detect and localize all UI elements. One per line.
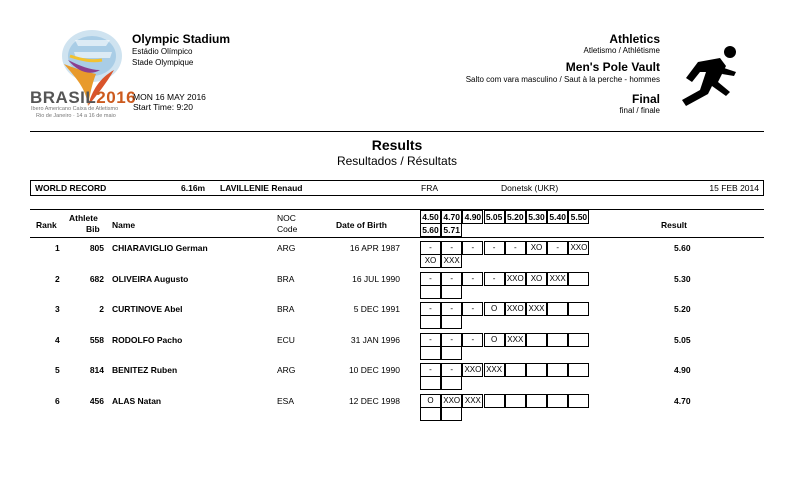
height-header: 4.50 (420, 210, 441, 224)
venue-name-pt: Estádio Olímpico (132, 47, 193, 56)
bib-cell: 814 (89, 365, 104, 375)
bib-cell: 805 (89, 243, 104, 253)
noc-cell: ARG (277, 365, 296, 375)
attempt-cell: - (441, 302, 462, 316)
athlete-name-cell: BENITEZ Ruben (112, 365, 178, 375)
dob-cell: 16 APR 1987 (349, 243, 400, 253)
attempt-cell (441, 285, 462, 299)
attempt-cell (505, 363, 526, 377)
noc-cell: ESA (277, 395, 295, 406)
col-noc-bottom: Code (277, 224, 298, 234)
attempt-cell: - (462, 302, 483, 316)
world-record-athlete: LAVILLENIE Renaud (220, 183, 303, 193)
attempt-cell (420, 407, 441, 421)
attempt-cell (547, 363, 568, 377)
attempt-cell (420, 315, 441, 329)
attempt-cell: XXX (526, 302, 547, 316)
height-header: 5.05 (484, 210, 505, 224)
attempt-cell: - (462, 241, 483, 255)
event-subtitle: Salto com vara masculino / Saut à la perche - hommes (465, 75, 660, 84)
result-cell: 5.20 (674, 304, 691, 314)
start-time: Start Time: 9:20 (133, 102, 193, 112)
height-header: 5.40 (547, 210, 568, 224)
result-cell: 5.30 (674, 273, 691, 284)
attempt-cell (568, 302, 589, 316)
attempt-cell (441, 376, 462, 390)
attempt-cell (420, 376, 441, 390)
rank-cell: 1 (55, 243, 60, 253)
bib-cell: 682 (89, 273, 104, 284)
athletics-runner-icon (676, 42, 746, 112)
noc-cell: BRA (277, 304, 295, 314)
attempt-cell: - (420, 241, 441, 255)
logo-tagline: Ibero Americano Caixa de Atletismo (31, 106, 119, 112)
noc-cell: ECU (277, 334, 295, 345)
attempt-cell: XXX (462, 394, 483, 408)
attempt-cell: - (420, 302, 441, 316)
world-record-noc: FRA (421, 183, 438, 193)
result-cell: 5.05 (674, 334, 691, 345)
result-cell: 4.90 (674, 365, 691, 375)
attempt-cell: XXO (441, 394, 462, 408)
noc-cell: BRA (277, 273, 295, 284)
height-header: 5.30 (526, 210, 547, 224)
attempt-cell (547, 333, 568, 347)
athlete-name-cell: RODOLFO Pacho (112, 334, 183, 345)
results-title: Results (371, 137, 423, 153)
attempt-cell (441, 407, 462, 421)
venue-name-fr: Stade Olympique (132, 58, 194, 67)
event-title: Men's Pole Vault (565, 60, 660, 74)
attempt-cell: - (420, 272, 441, 286)
attempt-cell: - (547, 241, 568, 255)
height-header: 5.71 (441, 223, 462, 237)
attempt-cell: - (441, 241, 462, 255)
attempt-cell: XXX (505, 333, 526, 347)
attempt-cell: - (441, 333, 462, 347)
attempt-cell: O (484, 302, 505, 316)
bib-cell: 2 (99, 304, 104, 314)
dob-cell: 31 JAN 1996 (350, 334, 400, 345)
col-noc-top: NOC (277, 213, 296, 223)
dob-cell: 12 DEC 1998 (348, 395, 400, 406)
attempt-cell (420, 285, 441, 299)
bib-cell: 558 (89, 334, 104, 345)
world-record-date: 15 FEB 2014 (709, 183, 759, 193)
attempt-cell: - (484, 272, 505, 286)
attempt-cell (547, 394, 568, 408)
attempt-cell: - (462, 272, 483, 286)
attempt-cell: - (505, 241, 526, 255)
col-bib-bottom: Bib (86, 224, 100, 234)
logo-location: Rio de Janeiro · 14 a 16 de maio (36, 113, 116, 119)
col-rank: Rank (36, 220, 57, 230)
dob-cell: 16 JUL 1990 (352, 273, 400, 284)
attempt-cell: - (441, 272, 462, 286)
event-date: MON 16 MAY 2016 (133, 92, 206, 102)
result-cell: 5.60 (674, 243, 691, 253)
sport-title: Athletics (609, 32, 660, 46)
attempt-cell (441, 315, 462, 329)
height-header: 5.60 (420, 223, 441, 237)
attempt-cell (568, 394, 589, 408)
height-header: 4.70 (441, 210, 462, 224)
athlete-name-cell: CURTINOVE Abel (112, 304, 183, 314)
attempt-cell: XXX (547, 272, 568, 286)
attempt-cell: XXO (505, 302, 526, 316)
world-record-place: Donetsk (UKR) (501, 183, 559, 193)
col-name: Name (112, 220, 136, 230)
athlete-name-cell: OLIVEIRA Augusto (112, 273, 189, 284)
col-bib-top: Athlete (69, 213, 98, 223)
attempt-cell: XXO (568, 241, 589, 255)
attempt-cell: - (484, 241, 505, 255)
dob-cell: 10 DEC 1990 (348, 365, 400, 375)
attempt-cell (568, 363, 589, 377)
attempt-cell: XXO (505, 272, 526, 286)
col-dob: Date of Birth (336, 220, 387, 230)
attempt-cell: XXO (462, 363, 483, 377)
header-divider (30, 131, 764, 132)
table-top-line (30, 209, 764, 210)
logo-wordmark: BRASIL2016 (30, 88, 137, 107)
phase-title: Final (631, 92, 660, 106)
attempt-cell: - (420, 363, 441, 377)
athlete-name-cell: CHIARAVIGLIO German (112, 243, 208, 253)
noc-cell: ARG (277, 243, 296, 253)
bib-cell: 456 (89, 395, 104, 406)
dob-cell: 5 DEC 1991 (353, 304, 400, 314)
attempt-cell (505, 394, 526, 408)
attempt-cell (568, 333, 589, 347)
results-subtitle: Resultados / Résultats (336, 154, 458, 168)
attempt-cell (441, 346, 462, 360)
world-record-mark: 6.16m (181, 183, 206, 193)
rank-cell: 2 (55, 273, 60, 284)
attempt-cell: - (441, 363, 462, 377)
result-cell: 4.70 (674, 395, 691, 406)
rank-cell: 4 (55, 334, 60, 345)
attempt-cell (420, 346, 441, 360)
table-header-line (30, 237, 764, 238)
attempt-cell: XXX (484, 363, 505, 377)
attempt-cell (568, 272, 589, 286)
attempt-cell: XO (526, 272, 547, 286)
rank-cell: 3 (55, 304, 60, 314)
attempt-cell (547, 302, 568, 316)
attempt-cell: O (484, 333, 505, 347)
attempt-cell (526, 333, 547, 347)
height-header: 5.50 (568, 210, 589, 224)
world-record-label: WORLD RECORD (35, 183, 107, 193)
attempt-cell: XO (526, 241, 547, 255)
rank-cell: 5 (55, 365, 60, 375)
attempt-cell: XXX (441, 254, 462, 268)
phase-subtitle: final / finale (619, 106, 660, 115)
height-header: 5.20 (505, 210, 526, 224)
attempt-cell (484, 394, 505, 408)
attempt-cell: - (420, 333, 441, 347)
sport-subtitle: Atletismo / Athlétisme (583, 46, 660, 55)
world-record-bar (30, 180, 764, 196)
attempt-cell: - (462, 333, 483, 347)
attempt-cell: O (420, 394, 441, 408)
athlete-name-cell: ALAS Natan (112, 395, 162, 406)
attempt-cell (526, 363, 547, 377)
attempt-cell: XO (420, 254, 441, 268)
attempt-cell (526, 394, 547, 408)
height-header: 4.90 (462, 210, 483, 224)
col-result: Result (661, 220, 687, 230)
venue-name: Olympic Stadium (132, 32, 231, 46)
rank-cell: 6 (55, 395, 60, 406)
